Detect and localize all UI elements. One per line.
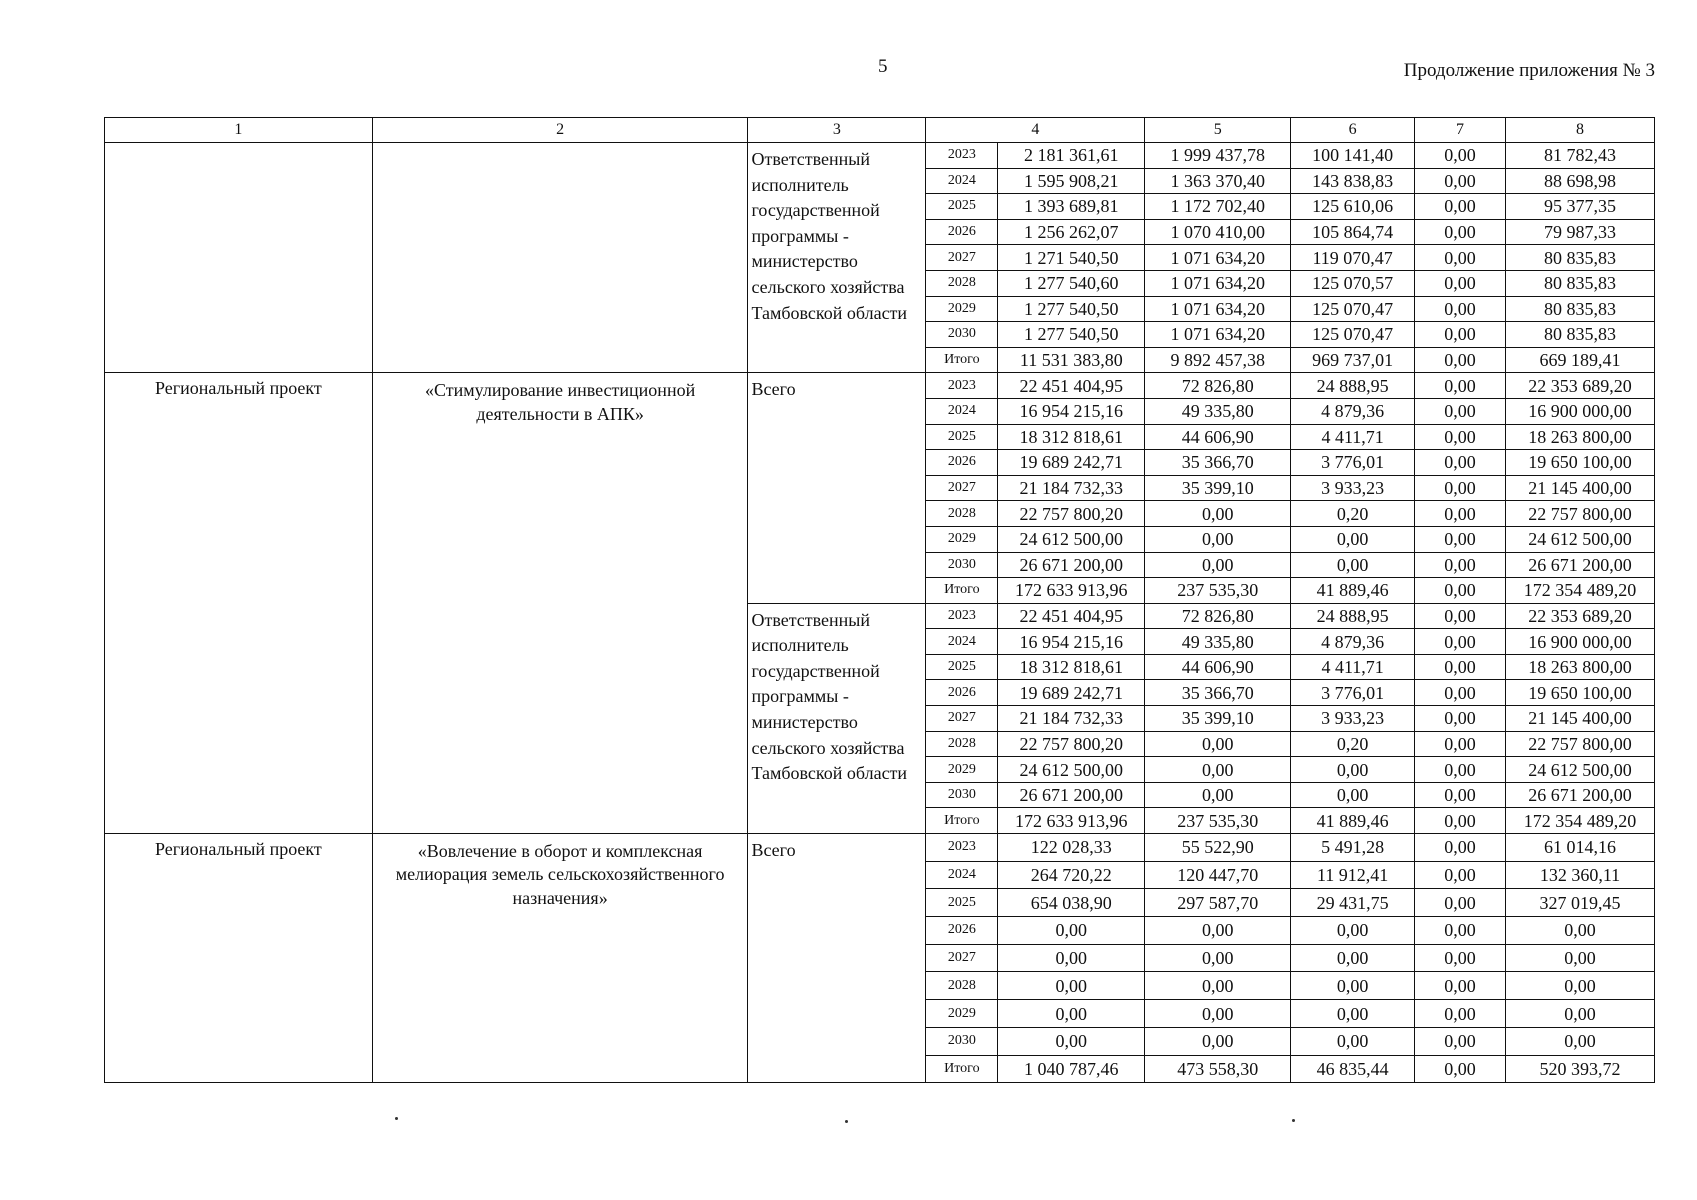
amount-cell: 172 633 913,96	[998, 578, 1145, 604]
amount-cell: 26 671 200,00	[998, 782, 1145, 808]
year-cell: 2025	[926, 654, 998, 680]
amount-cell: 24 612 500,00	[998, 526, 1145, 552]
amount-cell: 26 671 200,00	[1505, 782, 1654, 808]
header-col-2: 2	[372, 118, 748, 143]
amount-cell: 22 757 800,20	[998, 731, 1145, 757]
year-cell: 2025	[926, 889, 998, 917]
amount-cell: 0,00	[1145, 757, 1291, 783]
amount-cell: 0,00	[1145, 782, 1291, 808]
amount-cell: 2 181 361,61	[998, 143, 1145, 169]
section-title-cell: «Стимулирование инвестиционной деятельности в АПК»	[372, 373, 748, 834]
amount-cell: 125 070,47	[1291, 296, 1415, 322]
amount-cell: 72 826,80	[1145, 373, 1291, 399]
amount-cell: 3 933,23	[1291, 706, 1415, 732]
section-type-cell	[105, 143, 373, 373]
amount-cell: 0,00	[1415, 834, 1506, 862]
year-cell: 2030	[926, 552, 998, 578]
amount-cell: 49 335,80	[1145, 629, 1291, 655]
header-col-6: 6	[1291, 118, 1415, 143]
amount-cell: 0,00	[1415, 322, 1506, 348]
scan-speck	[1292, 1119, 1295, 1122]
amount-cell: 1 071 634,20	[1145, 245, 1291, 271]
amount-cell: 119 070,47	[1291, 245, 1415, 271]
amount-cell: 1 277 540,50	[998, 322, 1145, 348]
amount-cell: 22 757 800,00	[1505, 501, 1654, 527]
amount-cell: 19 650 100,00	[1505, 680, 1654, 706]
funding-source-cell: Ответственный исполнитель государственной программы - министерство сельского хозяйства Тамбовской области	[748, 143, 926, 373]
year-cell: 2026	[926, 450, 998, 476]
appendix-note: Продолжение приложения № 3	[1403, 60, 1655, 81]
year-cell: 2024	[926, 168, 998, 194]
amount-cell: 0,00	[1415, 450, 1506, 476]
year-cell: Итого	[926, 578, 998, 604]
amount-cell: 88 698,98	[1505, 168, 1654, 194]
amount-cell: 79 987,33	[1505, 219, 1654, 245]
year-cell: 2024	[926, 629, 998, 655]
amount-cell: 1 040 787,46	[998, 1055, 1145, 1083]
year-cell: 2029	[926, 526, 998, 552]
amount-cell: 24 612 500,00	[1505, 757, 1654, 783]
amount-cell: 0,00	[1415, 424, 1506, 450]
year-cell: 2027	[926, 706, 998, 732]
amount-cell: 0,00	[1291, 917, 1415, 945]
year-cell: 2028	[926, 270, 998, 296]
year-cell: Итого	[926, 808, 998, 834]
amount-cell: 172 633 913,96	[998, 808, 1145, 834]
amount-cell: 0,00	[1145, 1027, 1291, 1055]
amount-cell: 16 954 215,16	[998, 629, 1145, 655]
amount-cell: 0,00	[1415, 782, 1506, 808]
year-cell: 2023	[926, 603, 998, 629]
amount-cell: 35 399,10	[1145, 475, 1291, 501]
amount-cell: 3 933,23	[1291, 475, 1415, 501]
year-cell: 2029	[926, 757, 998, 783]
funding-source-cell: Ответственный исполнитель государственной программы - министерство сельского хозяйства Тамбовской области	[748, 603, 926, 833]
amount-cell: 4 411,71	[1291, 424, 1415, 450]
section-title-cell	[372, 143, 748, 373]
amount-cell: 4 411,71	[1291, 654, 1415, 680]
funding-source-cell: Всего	[748, 373, 926, 603]
year-cell: 2024	[926, 398, 998, 424]
amount-cell: 41 889,46	[1291, 578, 1415, 604]
amount-cell: 81 782,43	[1505, 143, 1654, 169]
year-cell: 2029	[926, 1000, 998, 1028]
year-cell: 2027	[926, 245, 998, 271]
amount-cell: 1 999 437,78	[1145, 143, 1291, 169]
section-title-cell: «Вовлечение в оборот и комплексная мелиорация земель сельскохозяйственного назначения»	[372, 834, 748, 1083]
table-row	[105, 143, 1655, 169]
amount-cell: 0,00	[1505, 917, 1654, 945]
amount-cell: 1 071 634,20	[1145, 270, 1291, 296]
header-col-5: 5	[1145, 118, 1291, 143]
amount-cell: 237 535,30	[1145, 808, 1291, 834]
table-row	[105, 373, 1655, 399]
section-type-cell: Региональный проект	[105, 373, 373, 834]
amount-cell: 0,00	[1291, 1027, 1415, 1055]
amount-cell: 0,00	[1145, 944, 1291, 972]
year-cell: 2023	[926, 834, 998, 862]
amount-cell: 0,00	[1415, 501, 1506, 527]
amount-cell: 473 558,30	[1145, 1055, 1291, 1083]
amount-cell: 0,00	[1291, 1000, 1415, 1028]
amount-cell: 35 366,70	[1145, 680, 1291, 706]
amount-cell: 0,00	[1415, 654, 1506, 680]
amount-cell: 11 531 383,80	[998, 347, 1145, 373]
amount-cell: 1 595 908,21	[998, 168, 1145, 194]
year-cell: Итого	[926, 1055, 998, 1083]
amount-cell: 0,00	[1415, 296, 1506, 322]
year-cell: 2023	[926, 373, 998, 399]
year-cell: 2030	[926, 782, 998, 808]
amount-cell: 0,00	[1291, 757, 1415, 783]
year-cell: 2028	[926, 972, 998, 1000]
table-row	[105, 834, 1655, 862]
header-row	[105, 118, 1655, 143]
amount-cell: 49 335,80	[1145, 398, 1291, 424]
amount-cell: 237 535,30	[1145, 578, 1291, 604]
amount-cell: 0,00	[1291, 552, 1415, 578]
amount-cell: 0,00	[1291, 526, 1415, 552]
amount-cell: 297 587,70	[1145, 889, 1291, 917]
scan-speck	[395, 1117, 398, 1120]
amount-cell: 0,00	[998, 1027, 1145, 1055]
amount-cell: 18 263 800,00	[1505, 654, 1654, 680]
amount-cell: 0,00	[1415, 475, 1506, 501]
amount-cell: 80 835,83	[1505, 322, 1654, 348]
amount-cell: 0,00	[1291, 944, 1415, 972]
year-cell: 2029	[926, 296, 998, 322]
amount-cell: 0,00	[1415, 889, 1506, 917]
amount-cell: 0,00	[998, 917, 1145, 945]
amount-cell: 1 277 540,60	[998, 270, 1145, 296]
amount-cell: 0,00	[1291, 972, 1415, 1000]
amount-cell: 19 689 242,71	[998, 680, 1145, 706]
amount-cell: 1 393 689,81	[998, 194, 1145, 220]
header-col-7: 7	[1415, 118, 1506, 143]
amount-cell: 125 070,47	[1291, 322, 1415, 348]
amount-cell: 80 835,83	[1505, 270, 1654, 296]
amount-cell: 122 028,33	[998, 834, 1145, 862]
amount-cell: 22 353 689,20	[1505, 603, 1654, 629]
amount-cell: 24 888,95	[1291, 603, 1415, 629]
amount-cell: 0,00	[1415, 1000, 1506, 1028]
amount-cell: 0,00	[1415, 194, 1506, 220]
budget-table	[104, 117, 1655, 1083]
amount-cell: 0,00	[1145, 731, 1291, 757]
amount-cell: 80 835,83	[1505, 245, 1654, 271]
amount-cell: 21 145 400,00	[1505, 706, 1654, 732]
amount-cell: 1 271 540,50	[998, 245, 1145, 271]
amount-cell: 35 399,10	[1145, 706, 1291, 732]
amount-cell: 0,00	[1415, 552, 1506, 578]
amount-cell: 172 354 489,20	[1505, 808, 1654, 834]
page-number: 5	[878, 56, 888, 77]
amount-cell: 5 491,28	[1291, 834, 1415, 862]
amount-cell: 11 912,41	[1291, 861, 1415, 889]
amount-cell: 80 835,83	[1505, 296, 1654, 322]
year-cell: 2030	[926, 322, 998, 348]
amount-cell: 125 610,06	[1291, 194, 1415, 220]
year-cell: 2028	[926, 731, 998, 757]
amount-cell: 0,00	[1415, 168, 1506, 194]
amount-cell: 35 366,70	[1145, 450, 1291, 476]
amount-cell: 24 612 500,00	[998, 757, 1145, 783]
amount-cell: 41 889,46	[1291, 808, 1415, 834]
amount-cell: 0,00	[1145, 917, 1291, 945]
amount-cell: 0,00	[1415, 143, 1506, 169]
amount-cell: 0,00	[998, 1000, 1145, 1028]
amount-cell: 16 900 000,00	[1505, 629, 1654, 655]
amount-cell: 44 606,90	[1145, 654, 1291, 680]
amount-cell: 24 612 500,00	[1505, 526, 1654, 552]
amount-cell: 0,00	[998, 972, 1145, 1000]
amount-cell: 0,00	[1415, 219, 1506, 245]
funding-source-cell: Всего	[748, 834, 926, 1083]
amount-cell: 18 263 800,00	[1505, 424, 1654, 450]
amount-cell: 143 838,83	[1291, 168, 1415, 194]
amount-cell: 29 431,75	[1291, 889, 1415, 917]
amount-cell: 0,00	[1415, 972, 1506, 1000]
amount-cell: 0,00	[1415, 757, 1506, 783]
amount-cell: 26 671 200,00	[998, 552, 1145, 578]
amount-cell: 0,00	[1145, 526, 1291, 552]
amount-cell: 0,00	[1145, 501, 1291, 527]
amount-cell: 0,00	[1415, 629, 1506, 655]
year-cell: 2024	[926, 861, 998, 889]
amount-cell: 4 879,36	[1291, 629, 1415, 655]
amount-cell: 1 071 634,20	[1145, 322, 1291, 348]
amount-cell: 327 019,45	[1505, 889, 1654, 917]
amount-cell: 669 189,41	[1505, 347, 1654, 373]
amount-cell: 22 451 404,95	[998, 603, 1145, 629]
year-cell: 2026	[926, 680, 998, 706]
amount-cell: 0,00	[1415, 1027, 1506, 1055]
amount-cell: 21 184 732,33	[998, 475, 1145, 501]
amount-cell: 264 720,22	[998, 861, 1145, 889]
amount-cell: 16 900 000,00	[1505, 398, 1654, 424]
amount-cell: 654 038,90	[998, 889, 1145, 917]
header-col-1: 1	[105, 118, 373, 143]
amount-cell: 18 312 818,61	[998, 654, 1145, 680]
amount-cell: 0,00	[1415, 861, 1506, 889]
amount-cell: 132 360,11	[1505, 861, 1654, 889]
amount-cell: 26 671 200,00	[1505, 552, 1654, 578]
year-cell: 2023	[926, 143, 998, 169]
amount-cell: 4 879,36	[1291, 398, 1415, 424]
amount-cell: 21 145 400,00	[1505, 475, 1654, 501]
amount-cell: 61 014,16	[1505, 834, 1654, 862]
header-col-4: 4	[926, 118, 1145, 143]
amount-cell: 3 776,01	[1291, 450, 1415, 476]
amount-cell: 22 353 689,20	[1505, 373, 1654, 399]
amount-cell: 19 689 242,71	[998, 450, 1145, 476]
year-cell: Итого	[926, 347, 998, 373]
amount-cell: 0,00	[1505, 1000, 1654, 1028]
scan-speck	[845, 1120, 848, 1123]
amount-cell: 95 377,35	[1505, 194, 1654, 220]
amount-cell: 120 447,70	[1145, 861, 1291, 889]
amount-cell: 0,00	[1291, 782, 1415, 808]
year-cell: 2027	[926, 475, 998, 501]
header-col-8: 8	[1505, 118, 1654, 143]
amount-cell: 0,00	[1415, 526, 1506, 552]
section-type-cell: Региональный проект	[105, 834, 373, 1083]
amount-cell: 1 277 540,50	[998, 296, 1145, 322]
amount-cell: 172 354 489,20	[1505, 578, 1654, 604]
amount-cell: 0,00	[1415, 347, 1506, 373]
amount-cell: 125 070,57	[1291, 270, 1415, 296]
amount-cell: 105 864,74	[1291, 219, 1415, 245]
amount-cell: 55 522,90	[1145, 834, 1291, 862]
amount-cell: 0,00	[1505, 972, 1654, 1000]
year-cell: 2028	[926, 501, 998, 527]
table-body	[105, 143, 1655, 1083]
amount-cell: 19 650 100,00	[1505, 450, 1654, 476]
amount-cell: 0,00	[1415, 603, 1506, 629]
amount-cell: 0,00	[1415, 808, 1506, 834]
amount-cell: 100 141,40	[1291, 143, 1415, 169]
amount-cell: 0,00	[1415, 373, 1506, 399]
amount-cell: 1 363 370,40	[1145, 168, 1291, 194]
amount-cell: 1 172 702,40	[1145, 194, 1291, 220]
amount-cell: 0,00	[1415, 731, 1506, 757]
amount-cell: 0,00	[1145, 1000, 1291, 1028]
amount-cell: 46 835,44	[1291, 1055, 1415, 1083]
year-cell: 2027	[926, 944, 998, 972]
amount-cell: 0,00	[1415, 398, 1506, 424]
amount-cell: 0,00	[1145, 552, 1291, 578]
amount-cell: 0,00	[1415, 245, 1506, 271]
amount-cell: 22 757 800,20	[998, 501, 1145, 527]
amount-cell: 0,00	[1415, 706, 1506, 732]
amount-cell: 0,00	[1505, 1027, 1654, 1055]
amount-cell: 1 256 262,07	[998, 219, 1145, 245]
amount-cell: 0,00	[1415, 270, 1506, 296]
amount-cell: 22 757 800,00	[1505, 731, 1654, 757]
amount-cell: 0,20	[1291, 731, 1415, 757]
amount-cell: 18 312 818,61	[998, 424, 1145, 450]
amount-cell: 9 892 457,38	[1145, 347, 1291, 373]
amount-cell: 0,00	[1415, 917, 1506, 945]
amount-cell: 72 826,80	[1145, 603, 1291, 629]
header-col-3: 3	[748, 118, 926, 143]
amount-cell: 0,20	[1291, 501, 1415, 527]
amount-cell: 22 451 404,95	[998, 373, 1145, 399]
amount-cell: 21 184 732,33	[998, 706, 1145, 732]
year-cell: 2026	[926, 219, 998, 245]
amount-cell: 24 888,95	[1291, 373, 1415, 399]
amount-cell: 3 776,01	[1291, 680, 1415, 706]
amount-cell: 969 737,01	[1291, 347, 1415, 373]
year-cell: 2030	[926, 1027, 998, 1055]
amount-cell: 1 071 634,20	[1145, 296, 1291, 322]
year-cell: 2025	[926, 424, 998, 450]
year-cell: 2026	[926, 917, 998, 945]
amount-cell: 0,00	[998, 944, 1145, 972]
amount-cell: 520 393,72	[1505, 1055, 1654, 1083]
amount-cell: 0,00	[1415, 578, 1506, 604]
amount-cell: 44 606,90	[1145, 424, 1291, 450]
amount-cell: 1 070 410,00	[1145, 219, 1291, 245]
amount-cell: 0,00	[1415, 1055, 1506, 1083]
amount-cell: 0,00	[1505, 944, 1654, 972]
year-cell: 2025	[926, 194, 998, 220]
amount-cell: 0,00	[1415, 944, 1506, 972]
amount-cell: 16 954 215,16	[998, 398, 1145, 424]
amount-cell: 0,00	[1415, 680, 1506, 706]
amount-cell: 0,00	[1145, 972, 1291, 1000]
